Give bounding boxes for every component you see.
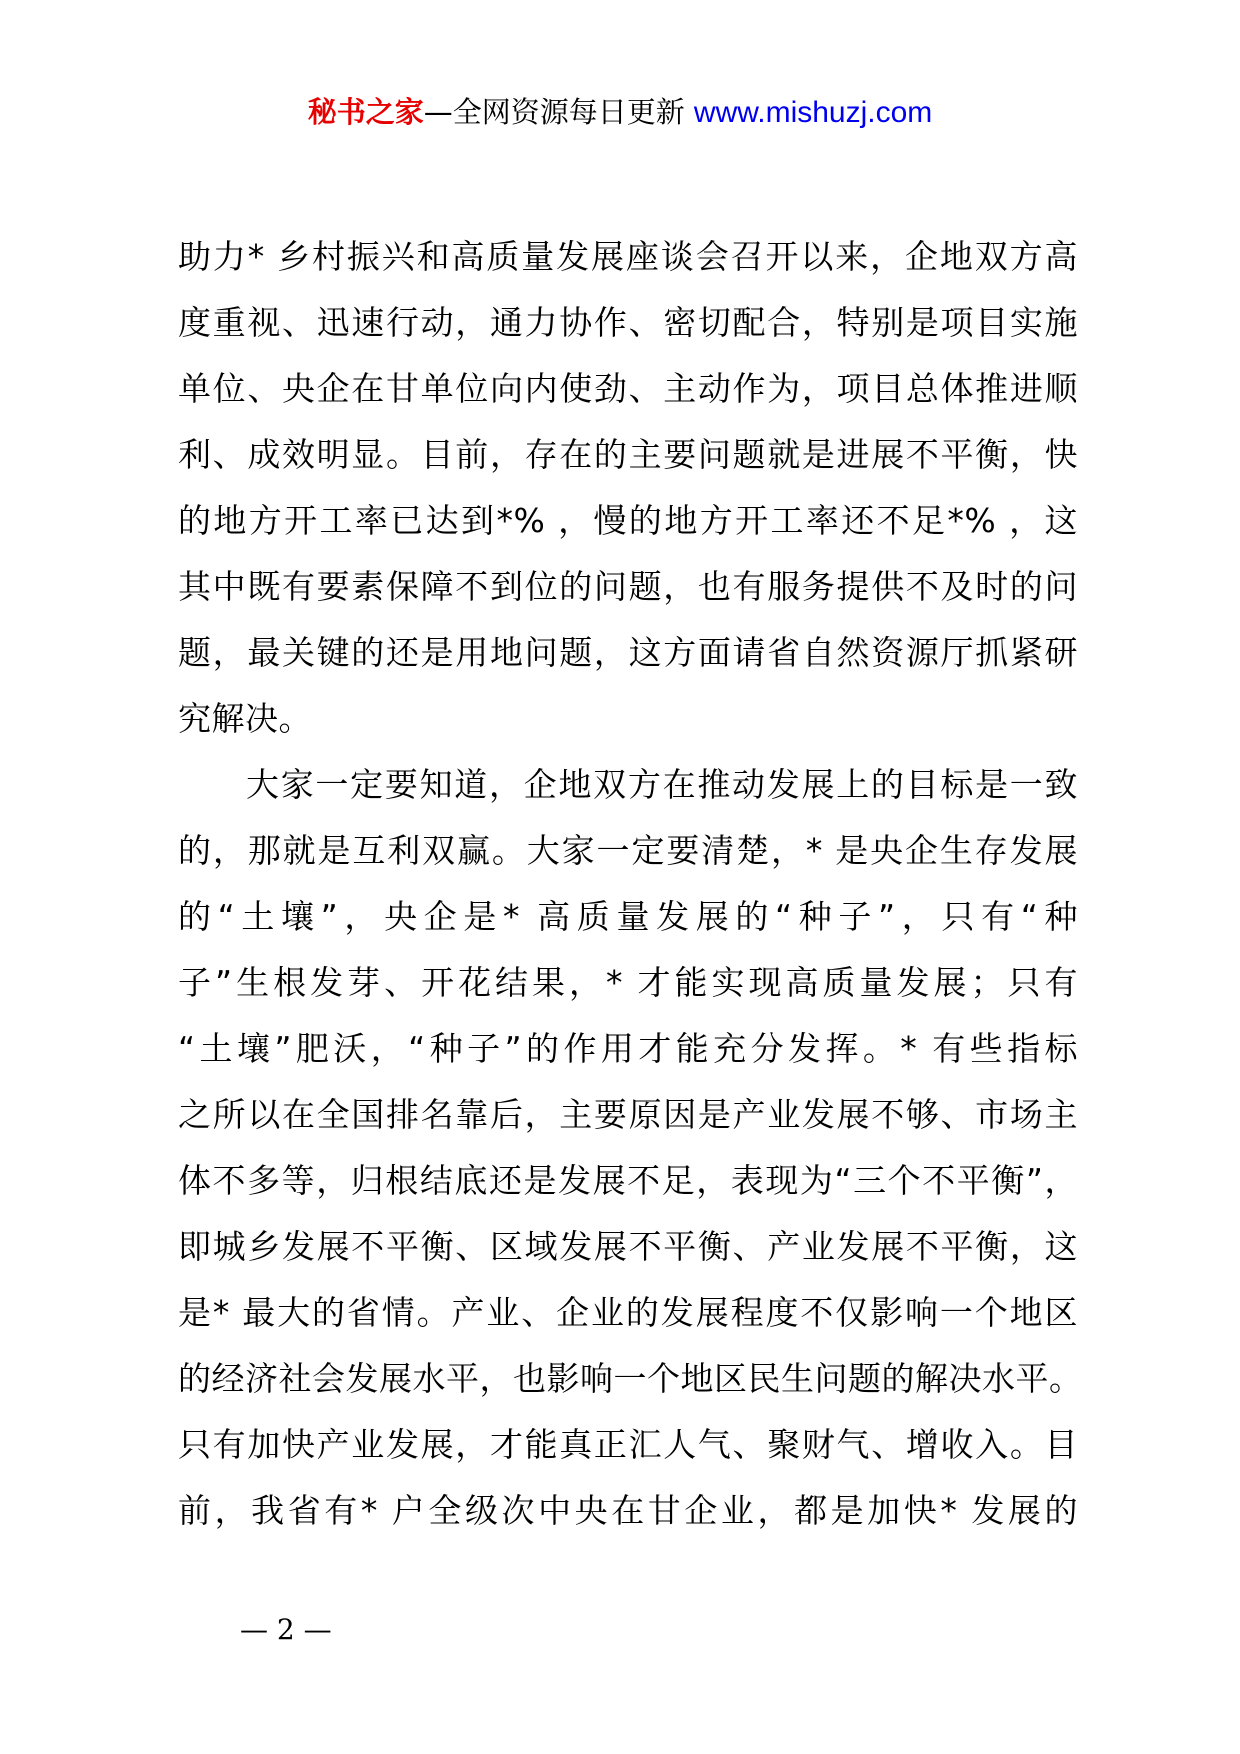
text-line: 体不多等，归根结底还是发展不足，表现为“三个不平衡”，: [178, 1161, 1078, 1200]
site-brand: 秘书之家: [307, 95, 424, 129]
text-line: 的地方开工率已达到*% ，慢的地方开工率还不足*% ，这: [178, 501, 1078, 540]
text-line: 前，我省有* 户全级次中央在甘企业，都是加快* 发展的: [178, 1491, 1078, 1530]
text-line: 之所以在全国排名靠后，主要原因是产业发展不够、市场主: [178, 1095, 1078, 1134]
page-header: [0, 92, 1240, 133]
document-body: [178, 232, 1083, 1552]
text-line: 助力* 乡村振兴和高质量发展座谈会召开以来，企地双方高: [178, 237, 1078, 276]
site-url-link[interactable]: www.mishuzj.com: [693, 96, 933, 129]
text-line: 单位、央企在甘单位向内使劲、主动作为，项目总体推进顺: [178, 369, 1078, 408]
text-line: 其中既有要素保障不到位的问题，也有服务提供不及时的问: [178, 567, 1078, 606]
text-line: 的“土壤”，央企是* 高质量发展的“种子”，只有“种: [178, 897, 1078, 936]
text-line: 大家一定要知道，企地双方在推动发展上的目标是一致: [246, 765, 1078, 804]
text-line: 的经济社会发展水平，也影响一个地区民生问题的解决水平。: [178, 1359, 1083, 1398]
text-line: 利、成效明显。目前，存在的主要问题就是进展不平衡，快: [178, 435, 1078, 474]
text-line: 只有加快产业发展，才能真正汇人气、聚财气、增收入。目: [178, 1425, 1078, 1464]
text-line: 度重视、迅速行动，通力协作、密切配合，特别是项目实施: [178, 303, 1078, 342]
text-line: 的，那就是互利双赢。大家一定要清楚，* 是央企生存发展: [178, 831, 1078, 870]
text-line: 题，最关键的还是用地问题，这方面请省自然资源厅抓紧研: [178, 633, 1078, 672]
site-tagline: —全网资源每日更新: [423, 95, 694, 129]
text-line: 究解决。: [178, 699, 312, 738]
text-line: 是* 最大的省情。产业、企业的发展程度不仅影响一个地区: [178, 1293, 1078, 1332]
text-line: 即城乡发展不平衡、区域发展不平衡、产业发展不平衡，这: [178, 1227, 1078, 1266]
page-number: — 2 —: [240, 1613, 332, 1646]
text-line: “土壤”肥沃，“种子”的作用才能充分发挥。* 有些指标: [178, 1029, 1078, 1068]
text-line: 子”生根发芽、开花结果，* 才能实现高质量发展；只有: [178, 963, 1078, 1002]
